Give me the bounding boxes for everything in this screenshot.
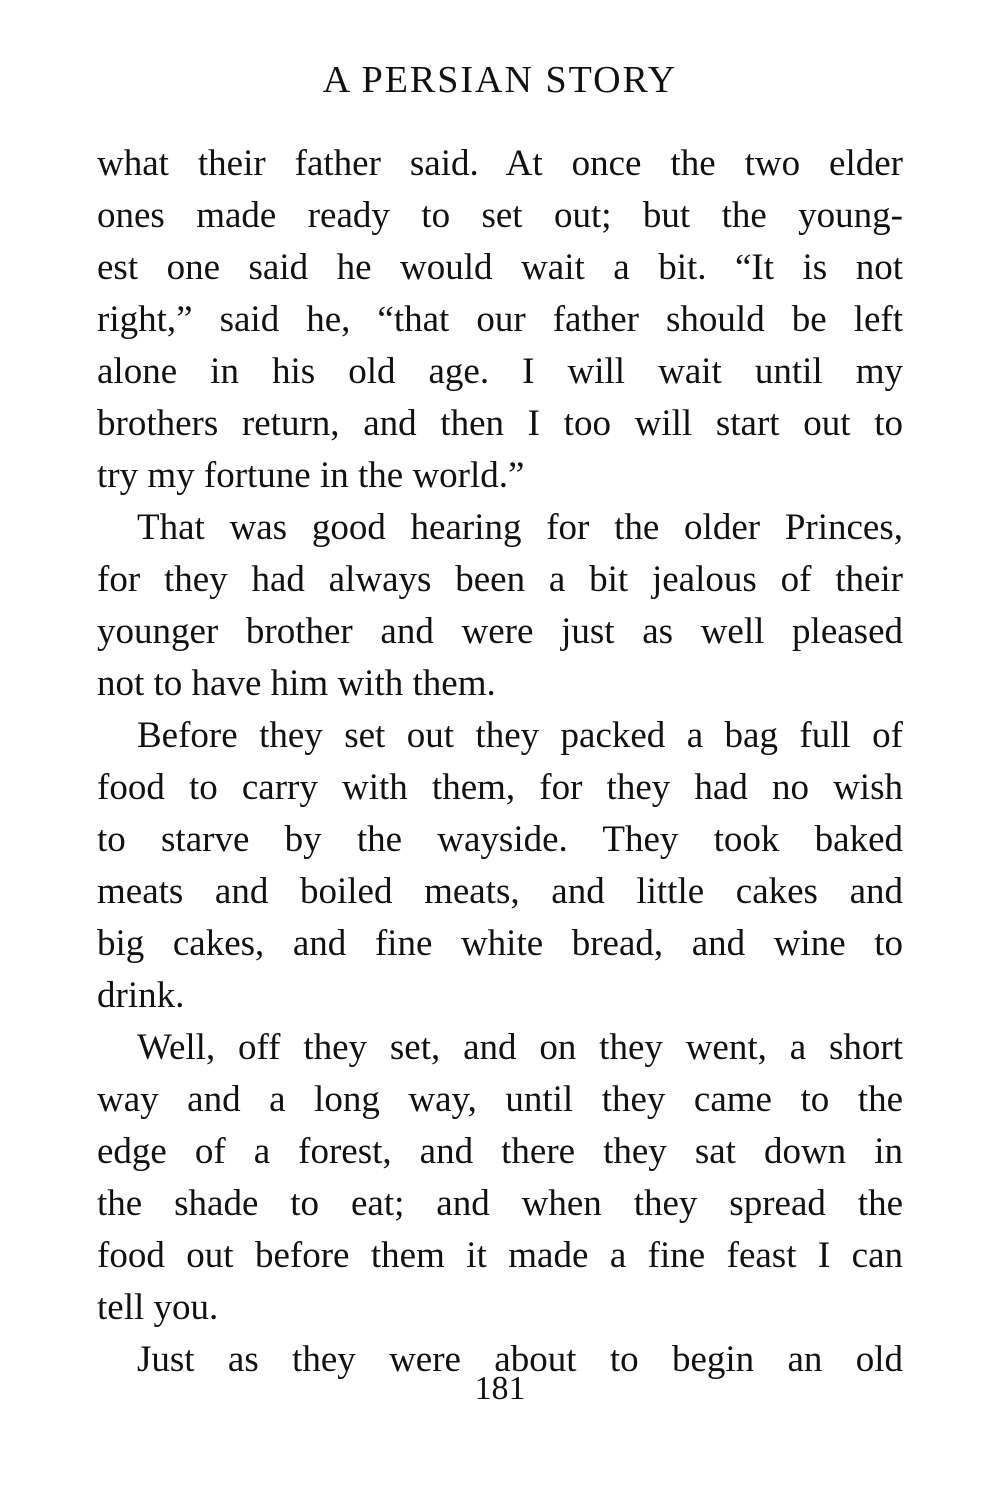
- text-line: Well, off they set, and on they went, a short: [137, 1027, 903, 1068]
- text-line: Just as they were about to begin an old: [137, 1339, 903, 1380]
- running-head: A PERSIAN STORY: [322, 59, 678, 101]
- text-line: to starve by the wayside. They took baked: [97, 819, 903, 860]
- text-line: alone in his old age. I will wait until my: [97, 351, 903, 392]
- text-line: try my fortune in the world.”: [97, 455, 525, 496]
- text-line: ones made ready to set out; but the young-: [97, 195, 903, 236]
- text-line: est one said he would wait a bit. “It is not: [97, 247, 903, 288]
- text-line: food to carry with them, for they had no wish: [97, 767, 903, 808]
- text-line: the shade to eat; and when they spread the: [97, 1183, 903, 1224]
- text-line: not to have him with them.: [97, 663, 496, 704]
- text-line: food out before them it made a fine feast I can: [97, 1235, 903, 1276]
- text-line: way and a long way, until they came to the: [97, 1079, 903, 1120]
- text-line: younger brother and were just as well pleased: [97, 611, 903, 652]
- text-line: edge of a forest, and there they sat down in: [97, 1131, 903, 1172]
- body-text: [97, 138, 903, 1386]
- text-line: drink.: [97, 975, 185, 1016]
- text-line: right,” said he, “that our father should be left: [97, 299, 903, 340]
- page-number: 181: [474, 1370, 526, 1407]
- text-line: tell you.: [97, 1287, 219, 1328]
- text-line: big cakes, and fine white bread, and wine to: [97, 923, 903, 964]
- text-line: for they had always been a bit jealous of their: [97, 559, 903, 600]
- text-line: what their father said. At once the two elder: [97, 143, 903, 184]
- text-line: Before they set out they packed a bag full of: [137, 715, 903, 756]
- text-line: brothers return, and then I too will start out to: [97, 403, 903, 444]
- text-line: That was good hearing for the older Princes,: [137, 507, 903, 548]
- text-line: meats and boiled meats, and little cakes and: [97, 871, 903, 912]
